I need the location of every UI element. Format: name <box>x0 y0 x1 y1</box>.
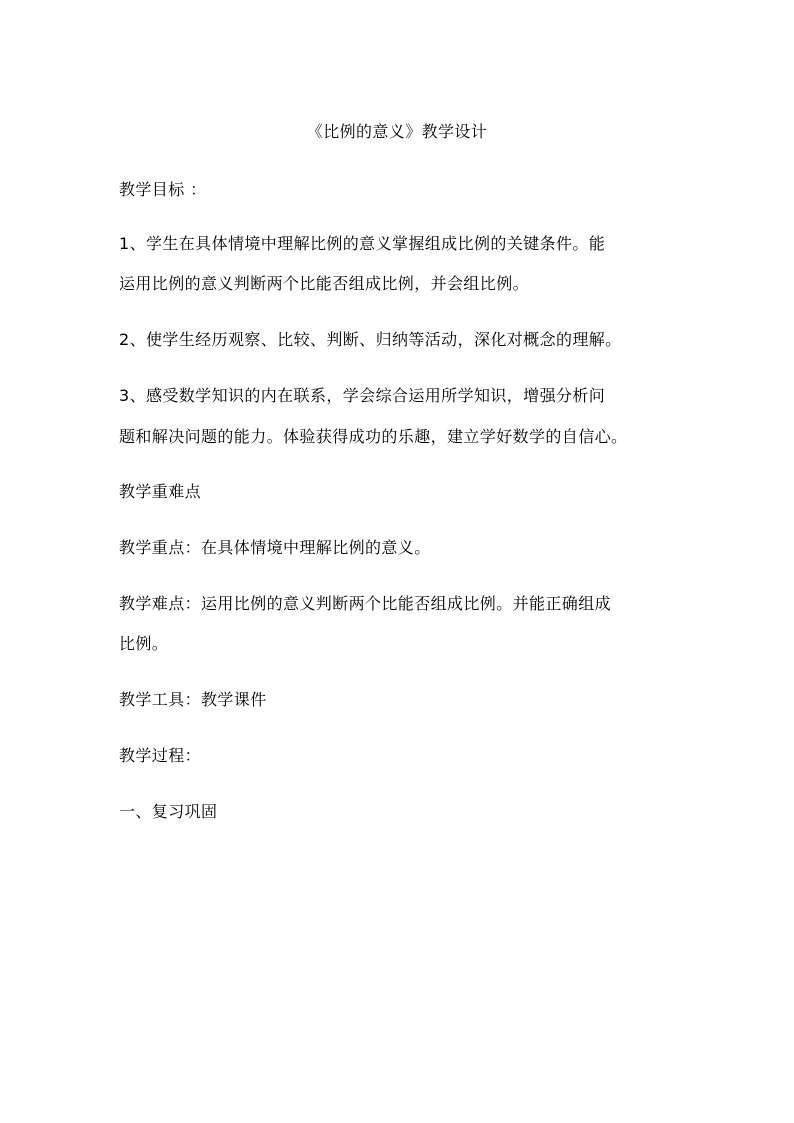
teaching-key-point: 教学重点：在具体情境中理解比例的意义。 <box>119 538 431 557</box>
teaching-difficulty-line-1: 教学难点：运用比例的意义判断两个比能否组成比例。并能正确组成 <box>119 594 612 613</box>
document-title: 《比例的意义》教学设计 <box>306 122 488 141</box>
key-difficulty-heading: 教学重难点 <box>119 482 202 501</box>
teaching-process-heading: 教学过程： <box>119 746 202 765</box>
teaching-tools: 教学工具：教学课件 <box>119 690 267 709</box>
objectives-heading: 教学目标 ： <box>119 180 207 199</box>
objective-1-line-1: 1、学生在具体情境中理解比例的意义掌握组成比例的关键条件。能 <box>119 234 606 253</box>
section-review-heading: 一、复习巩固 <box>119 802 218 821</box>
objective-2: 2、使学生经历观察、比较、判断、归纳等活动，深化对概念的理解。 <box>119 330 622 349</box>
objective-3-line-1: 3、感受数学知识的内在联系，学会综合运用所学知识，增强分析问 <box>119 386 606 405</box>
objective-3-line-2: 题和解决问题的能力。体验获得成功的乐趣，建立学好数学的自信心。 <box>119 427 628 446</box>
objective-1-line-2: 运用比例的意义判断两个比能否组成比例，并会组比例。 <box>119 274 530 293</box>
teaching-difficulty-line-2: 比例。 <box>119 634 169 653</box>
